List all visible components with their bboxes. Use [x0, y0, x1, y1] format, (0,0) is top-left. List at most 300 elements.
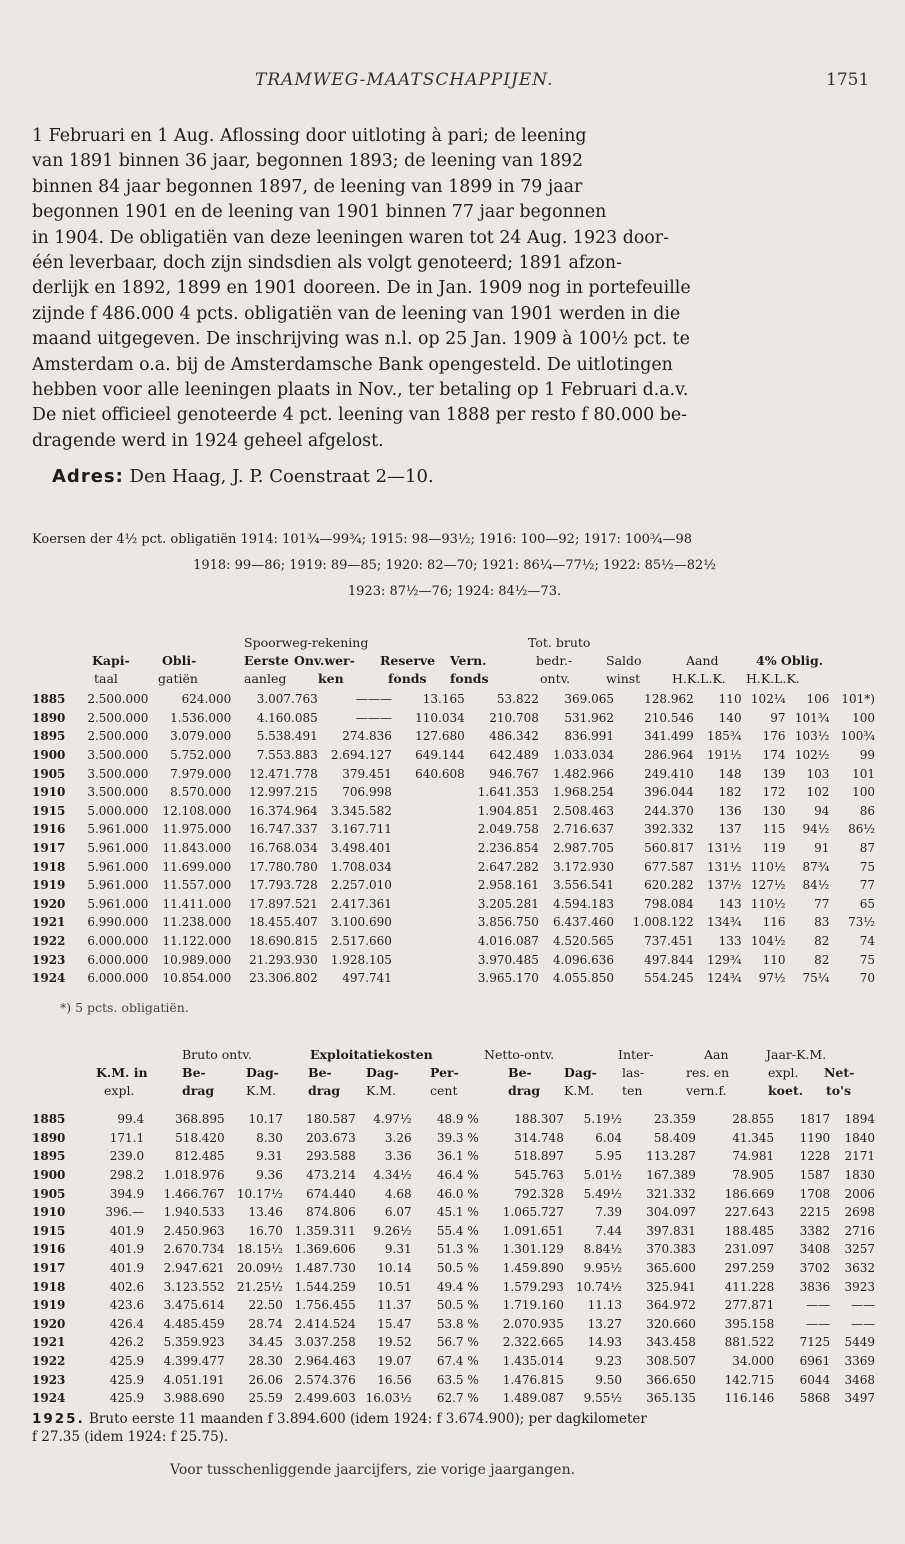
table-cell: 2.499.603: [294, 1391, 356, 1406]
table-row: [32, 1147, 877, 1166]
table-cell: 86½: [848, 822, 875, 837]
table-cell: 3.988.690: [163, 1391, 225, 1406]
table-cell: 2006: [844, 1186, 875, 1201]
table-cell: 325.941: [646, 1279, 696, 1294]
table-cell: 394.9: [109, 1186, 145, 1201]
table-cell: 113.287: [646, 1149, 696, 1164]
row-year: 1890: [32, 710, 66, 725]
table-cell: 78.905: [732, 1168, 775, 1183]
table-cell: 649.144: [415, 748, 465, 763]
col-aand: Aand: [686, 653, 719, 668]
col-hklk2: H.K.L.K.: [746, 671, 800, 686]
intro-line: derlijk en 1892, 1899 en 1901 dooreen. De in Jan. 1909 nog in portefeuille: [32, 278, 691, 299]
table-cell: 1.091.651: [502, 1223, 564, 1238]
table-cell: 674.440: [306, 1186, 356, 1201]
table-cell: 53.8 %: [436, 1316, 479, 1331]
table-row: [32, 969, 877, 988]
table-cell: 497.844: [644, 952, 694, 967]
table-cell: 1.544.259: [294, 1279, 356, 1294]
address-text: Den Haag, J. P. Coenstraat 2—10.: [129, 466, 434, 487]
table-cell: 110: [718, 692, 742, 707]
table-cell: 298.2: [109, 1168, 145, 1183]
table-cell: 3923: [844, 1279, 875, 1294]
col-reserve: Reserve: [380, 653, 436, 668]
header-dag3: Dag-: [564, 1065, 597, 1080]
table-cell: 1.968.254: [552, 785, 615, 800]
table-cell: 425.9: [109, 1391, 145, 1406]
table-row: [32, 950, 877, 969]
header-koet: koet.: [768, 1083, 804, 1098]
header-be2: Be-: [308, 1065, 332, 1080]
col-kapi: Kapi-: [92, 653, 130, 668]
table-cell: 131½: [707, 841, 742, 856]
table-cell: 10.854.000: [162, 971, 232, 986]
table-cell: 3.500.000: [87, 748, 149, 763]
table-cell: 10.14: [377, 1261, 412, 1276]
table-cell: 7125: [799, 1335, 831, 1350]
table-cell: 129¾: [707, 952, 742, 967]
header-bruto-ontv: Bruto ontv.: [182, 1047, 252, 1062]
table-row: [32, 727, 877, 746]
table-row: [32, 913, 877, 932]
address-label: Adres:: [52, 466, 124, 487]
row-year: 1890: [32, 1130, 66, 1145]
table-cell: 3408: [799, 1242, 831, 1257]
table-row: [32, 1129, 877, 1148]
table-cell: 75: [859, 859, 875, 874]
header-cent: cent: [430, 1083, 458, 1098]
table-row: [32, 839, 877, 858]
bond-quotes: [32, 527, 877, 605]
table-cell: 188.485: [724, 1223, 775, 1238]
table-cell: 946.767: [489, 766, 539, 781]
table-cell: 486.342: [489, 729, 539, 744]
table-cell: 87¾: [802, 859, 830, 874]
table-cell: 23.359: [653, 1112, 696, 1127]
table-cell: 2.500.000: [87, 729, 149, 744]
table-cell: 119: [762, 841, 786, 856]
table-cell: 65: [859, 896, 875, 911]
table-row: [32, 1184, 877, 1203]
table-cell: 401.9: [109, 1261, 145, 1276]
row-year: 1922: [32, 1354, 66, 1369]
table-cell: 531.962: [564, 710, 615, 725]
col-taal: taal: [94, 671, 118, 686]
table-cell: [394, 876, 467, 895]
table-cell: 1.487.730: [294, 1261, 356, 1276]
table-cell: 624.000: [181, 692, 232, 707]
table-cell: 171.1: [109, 1130, 145, 1145]
table-cell: 143: [718, 896, 742, 911]
table-cell: 51.3 %: [436, 1242, 479, 1257]
table-cell: 102: [806, 785, 830, 800]
table-cell: 545.763: [514, 1168, 564, 1183]
table-cell: 1.579.293: [502, 1279, 564, 1294]
table-cell: 100: [852, 710, 875, 725]
table-cell: 7.979.000: [170, 766, 232, 781]
table-cell: 1228: [799, 1149, 831, 1164]
table-cell: 185¾: [707, 729, 742, 744]
quotes-line-1: Koersen der 4½ pct. obligatiën 1914: 101¾—99¾; 1915: 98—93½; 1916: 100—92; 1917: 100¾—98: [32, 532, 693, 547]
table-cell: 87: [859, 841, 875, 856]
header-expl2: expl.: [768, 1065, 799, 1080]
table-cell: 9.95½: [583, 1261, 623, 1276]
table-cell: 3.500.000: [87, 785, 149, 800]
table-cell: 9.26½: [373, 1223, 412, 1238]
table-cell: 128.962: [644, 692, 694, 707]
table-cell: 365.600: [646, 1261, 696, 1276]
row-year: 1895: [32, 729, 66, 744]
table-cell: 28.855: [732, 1112, 775, 1127]
table-cell: 554.245: [644, 971, 694, 986]
intro-line: zijnde f 486.000 4 pcts. obligatiën van de leening van 1901 werden in die: [32, 303, 681, 324]
table-cell: 1708: [799, 1186, 831, 1201]
table-cell: 12.997.215: [249, 785, 318, 800]
table-cell: 3.345.582: [330, 803, 392, 818]
table-cell: 46.0 %: [436, 1186, 479, 1201]
table-cell: 191½: [707, 748, 742, 763]
table-cell: 3702: [799, 1261, 831, 1276]
table-cell: 11.238.000: [162, 915, 232, 930]
table-cell: 239.0: [109, 1149, 145, 1164]
row-year: 1905: [32, 1186, 66, 1201]
table-cell: 365.135: [646, 1391, 696, 1406]
table-row: [32, 709, 877, 728]
header-netto-ontv: Netto-ontv.: [484, 1047, 555, 1062]
table-cell: ———: [355, 710, 392, 725]
table-cell: 3.856.750: [477, 915, 539, 930]
table-cell: 104½: [750, 934, 786, 949]
table-cell: 4.520.565: [552, 934, 615, 949]
table-cell: 2215: [799, 1205, 831, 1220]
header-exploitatiekosten: Exploitatiekosten: [310, 1047, 433, 1062]
table-cell: ——: [851, 1316, 875, 1331]
table-cell: [394, 820, 467, 839]
header-las: las-: [622, 1065, 645, 1080]
table-cell: 881.522: [724, 1335, 775, 1350]
table-cell: 18.455.407: [249, 915, 318, 930]
table-cell: 5.000.000: [87, 803, 149, 818]
row-year: 1900: [32, 748, 66, 763]
table-cell: 82: [814, 934, 830, 949]
header-be1: Be-: [182, 1065, 206, 1080]
table-cell: 640.608: [415, 766, 465, 781]
row-year: 1924: [32, 971, 66, 986]
row-year: 1905: [32, 766, 66, 781]
table-cell: 17.780.780: [249, 859, 318, 874]
table-cell: 103½: [794, 729, 830, 744]
running-header: [0, 70, 905, 94]
table-cell: 19.07: [377, 1354, 412, 1369]
table-cell: 140: [718, 710, 742, 725]
table-cell: 75: [859, 952, 875, 967]
table-cell: 131½: [707, 859, 742, 874]
header-tos: to's: [826, 1083, 851, 1098]
table-cell: 11.975.000: [162, 822, 232, 837]
table-cell: 2.987.705: [552, 841, 615, 856]
intro-line: begonnen 1901 en de leening van 1901 binnen 77 jaar begonnen: [32, 202, 607, 223]
col-obligpct: 4% Oblig.: [756, 653, 824, 668]
table-cell: 1.489.087: [502, 1391, 564, 1406]
table-cell: 12.108.000: [162, 803, 232, 818]
header-title: TRAMWEG-MAATSCHAPPIJEN.: [255, 70, 554, 90]
table-cell: 62.7 %: [436, 1391, 479, 1406]
table-cell: 10.989.000: [162, 952, 232, 967]
row-year: 1916: [32, 1242, 66, 1257]
intro-line: Amsterdam o.a. bij de Amsterdamsche Bank opengesteld. De uitlotingen: [32, 354, 673, 375]
table-cell: 133: [718, 934, 742, 949]
table-cell: 75¼: [802, 971, 830, 986]
table-cell: 6.000.000: [87, 971, 149, 986]
table-cell: 67.4 %: [436, 1354, 479, 1369]
table-cell: 167.389: [646, 1168, 696, 1183]
table-cell: 425.9: [109, 1354, 145, 1369]
table-cell: 97½: [758, 971, 786, 986]
row-year: 1918: [32, 859, 66, 874]
table-cell: 341.499: [644, 729, 694, 744]
header-group-totbruto: Tot. bruto: [528, 635, 591, 650]
table-cell: 1.008.122: [632, 915, 694, 930]
table-cell: 17.793.728: [249, 878, 318, 893]
col-saldo: Saldo: [606, 653, 642, 668]
table-cell: 84½: [802, 878, 830, 893]
table-cell: 5.359.923: [163, 1335, 225, 1350]
table-cell: 94½: [802, 822, 830, 837]
intro-line: van 1891 binnen 36 jaar, begonnen 1893; de leening van 1892: [32, 151, 584, 172]
table-cell: 110.034: [415, 710, 465, 725]
header-aan: Aan: [704, 1047, 729, 1062]
table-cell: 401.9: [109, 1242, 145, 1257]
table-cell: 210.708: [489, 710, 539, 725]
table-row: [32, 1315, 877, 1334]
header-km2: K.M.: [366, 1083, 397, 1098]
table-cell: 395.158: [724, 1316, 775, 1331]
table-cell: 50.5 %: [436, 1298, 479, 1313]
header-km1: K.M.: [246, 1083, 277, 1098]
table-cell: 370.383: [646, 1242, 696, 1257]
header-vernf: vern.f.: [686, 1083, 727, 1098]
table-cell: 16.374.964: [249, 803, 318, 818]
intro-line: maand uitgegeven. De inschrijving was n.l. op 25 Jan. 1909 à 100½ pct. te: [32, 329, 690, 350]
table-cell: 2.517.660: [330, 934, 392, 949]
table-cell: 148: [718, 766, 742, 781]
table-cell: 9.31: [256, 1149, 283, 1164]
table-cell: 2.417.361: [330, 896, 392, 911]
table-cell: 2.049.758: [477, 822, 539, 837]
table-cell: 4.016.087: [477, 934, 539, 949]
table-row: [32, 783, 877, 802]
table-cell: 41.345: [732, 1130, 775, 1145]
row-year: 1923: [32, 952, 66, 967]
row-year: 1919: [32, 878, 66, 893]
table-cell: [394, 969, 467, 988]
header-inter: Inter-: [618, 1047, 654, 1062]
table-cell: 642.489: [489, 748, 539, 763]
table-cell: 5.95: [595, 1149, 623, 1164]
table-cell: 706.998: [342, 785, 392, 800]
table-cell: 48.9 %: [436, 1112, 479, 1127]
table-cell: 2.322.665: [502, 1335, 564, 1350]
table-cell: 497.741: [342, 971, 392, 986]
table-cell: 6.04: [595, 1130, 623, 1145]
table-cell: 91: [814, 841, 830, 856]
table-cell: 1.476.815: [502, 1372, 564, 1387]
table-row: [32, 1240, 877, 1259]
table-cell: 100¾: [840, 729, 875, 744]
table-cell: 1.369.606: [294, 1242, 356, 1257]
table-cell: 2.257.010: [330, 878, 392, 893]
table-cell: 110½: [750, 859, 786, 874]
table-cell: 5.961.000: [87, 896, 149, 911]
table-cell: 5449: [844, 1335, 875, 1350]
table-cell: 56.7 %: [436, 1335, 479, 1350]
table-cell: 16.03½: [365, 1391, 412, 1406]
table-cell: 249.410: [644, 766, 694, 781]
table-cell: 116.146: [724, 1391, 775, 1406]
table-cell: 3.500.000: [87, 766, 149, 781]
table-cell: 12.471.778: [249, 766, 318, 781]
table-row: [32, 1352, 877, 1371]
header-expl: expl.: [104, 1083, 135, 1098]
table-cell: 18.15½: [236, 1242, 283, 1257]
table-cell: 364.972: [646, 1298, 696, 1313]
table-cell: 11.699.000: [162, 859, 232, 874]
table-cell: [394, 783, 467, 802]
table-cell: 101: [852, 766, 875, 781]
table-cell: 1.065.727: [502, 1205, 564, 1220]
row-year: 1917: [32, 1261, 66, 1276]
intro-line: hebben voor alle leeningen plaats in Nov., ter betaling op 1 Februari d.a.v.: [32, 380, 689, 401]
table-cell: 3.079.000: [170, 729, 232, 744]
table-cell: 99.4: [117, 1112, 145, 1127]
intro-line: één leverbaar, doch zijn sindsdien als volgt genoteerd; 1891 afzon-: [32, 253, 622, 274]
table-cell: 5.961.000: [87, 822, 149, 837]
table-cell: 28.30: [248, 1354, 283, 1369]
table-cell: 5868: [799, 1391, 831, 1406]
table-cell: 9.55½: [583, 1391, 623, 1406]
table-cell: [394, 802, 467, 821]
table-cell: 82: [814, 952, 830, 967]
header-km3: K.M.: [564, 1083, 595, 1098]
table-cell: 7.39: [595, 1205, 623, 1220]
row-year: 1885: [32, 692, 66, 707]
table-row: [32, 764, 877, 783]
table-cell: 368.895: [175, 1112, 225, 1127]
table-cell: 6.000.000: [87, 934, 149, 949]
table-cell: 6961: [799, 1354, 831, 1369]
intro-line: binnen 84 jaar begonnen 1897, de leening van 1899 in 79 jaar: [32, 176, 583, 197]
table-cell: 127.680: [415, 729, 465, 744]
table-cell: 1840: [844, 1130, 875, 1145]
table-cell: 2.716.637: [552, 822, 615, 837]
intro-paragraph: [32, 124, 877, 454]
table-cell: 2.508.463: [552, 803, 615, 818]
table-cell: 17.897.521: [249, 896, 318, 911]
summary-text-2: f 27.35 (idem 1924: f 25.75).: [32, 1429, 229, 1445]
table-cell: 4.160.085: [256, 710, 318, 725]
col-vern: Vern.: [450, 653, 487, 668]
header-drag3: drag: [508, 1083, 541, 1098]
table-cell: 3.475.614: [163, 1298, 225, 1313]
table-cell: 6.990.000: [87, 915, 149, 930]
table-cell: 3.123.552: [163, 1279, 225, 1294]
table-cell: 70: [859, 971, 875, 986]
col-hklk1: H.K.L.K.: [672, 671, 726, 686]
table-cell: 1587: [799, 1168, 831, 1183]
table-cell: 28.74: [248, 1316, 283, 1331]
table-cell: 49.4 %: [436, 1279, 479, 1294]
table-row: [32, 820, 877, 839]
col-bedr: bedr.-: [536, 653, 573, 668]
table-cell: 7.44: [595, 1223, 623, 1238]
header-dag1: Dag-: [246, 1065, 279, 1080]
table-cell: 26.06: [248, 1372, 283, 1387]
intro-line: 1 Februari en 1 Aug. Aflossing door uitloting à pari; de leening: [32, 126, 587, 146]
table-cell: 23.306.802: [249, 971, 318, 986]
table-cell: 737.451: [644, 934, 694, 949]
table-cell: 83: [814, 915, 830, 930]
table-cell: 110½: [750, 896, 786, 911]
table-cell: 293.588: [306, 1149, 356, 1164]
table-cell: 3.100.690: [330, 915, 392, 930]
table-cell: 4.055.850: [552, 971, 615, 986]
table-cell: 137: [718, 822, 742, 837]
table-cell: 14.93: [587, 1335, 623, 1350]
table-cell: 3.26: [384, 1130, 412, 1145]
table-cell: 401.9: [109, 1223, 145, 1238]
table-cell: [394, 839, 467, 858]
table-cell: 77: [814, 896, 830, 911]
table-cell: 1.904.851: [477, 803, 539, 818]
table-cell: 50.5 %: [436, 1261, 479, 1276]
table-cell: 423.6: [109, 1298, 145, 1313]
row-year: 1910: [32, 1205, 66, 1220]
table-cell: 1817: [799, 1112, 831, 1127]
table-cell: 74.981: [732, 1149, 775, 1164]
table-cell: 4.594.183: [552, 896, 615, 911]
col-ken: ken: [318, 671, 344, 686]
row-year: 1915: [32, 1223, 66, 1238]
table2-exploitation: [32, 1110, 877, 1408]
table-cell: 77: [859, 878, 875, 893]
header-km-in: K.M. in: [96, 1065, 148, 1080]
table-row: [32, 802, 877, 821]
row-year: 1923: [32, 1372, 66, 1387]
table-cell: 142.715: [724, 1372, 775, 1387]
table-cell: 425.9: [109, 1372, 145, 1387]
table-cell: 396.—: [105, 1205, 145, 1220]
table-cell: 366.650: [646, 1372, 696, 1387]
col-fonds2: fonds: [450, 671, 489, 686]
table-cell: 86: [859, 803, 875, 818]
table-cell: 4.051.191: [163, 1372, 225, 1387]
table-cell: 297.259: [724, 1261, 775, 1276]
table-cell: 1.018.976: [163, 1168, 225, 1183]
table-cell: 2698: [844, 1205, 875, 1220]
table-cell: 2.414.524: [294, 1316, 356, 1331]
header-per: Per-: [430, 1065, 459, 1080]
table-cell: 1.033.034: [552, 748, 615, 763]
table-cell: 4.34½: [373, 1168, 412, 1183]
table-cell: [394, 932, 467, 951]
table-cell: 103: [806, 766, 830, 781]
table-cell: 53.822: [496, 692, 539, 707]
table-cell: 7.553.883: [256, 748, 318, 763]
table-row: [32, 1277, 877, 1296]
table-cell: 1.459.890: [502, 1261, 564, 1276]
table-cell: 22.50: [248, 1298, 283, 1313]
col-eerste: Eerste: [244, 653, 289, 668]
